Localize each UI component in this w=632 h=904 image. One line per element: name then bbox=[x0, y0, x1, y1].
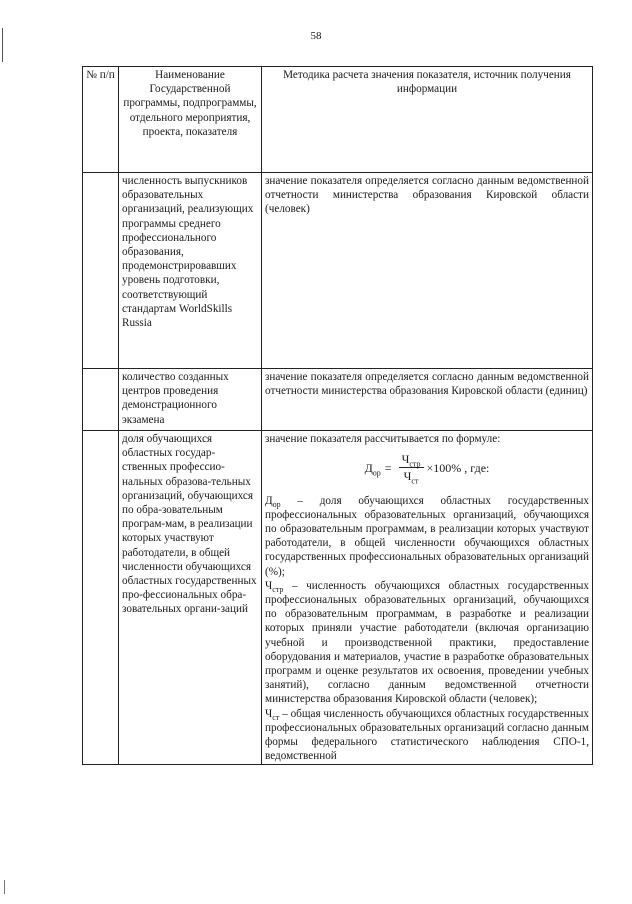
table-row bbox=[83, 369, 593, 431]
variable-definition: $Ч_{стр}$ – численность обучающихся областных государственных профессиональных образовательных организаций, обучающихся по образовательным программам, в разработке и реализации которых приняли участие работодатели (включая организацию учебной и производственной практики, предоставление оборудования и материалов, участие в разработке образовательных программ и оценке результатов их освоения, проведении учебных занятий), согласно данным ведомственной отчетности министерства образования Кировской области (человек); bbox=[265, 579, 589, 706]
scan-margin-mark-bottom bbox=[4, 880, 5, 894]
indicator-methodology-table bbox=[82, 66, 593, 765]
indicator-method bbox=[262, 431, 593, 765]
variable-definition: $Ч_{ст}$ – общая численность обучающихся областных государственных профессиональных образовательных организаций согласно данным формы федерального статистического наблюдения СПО-1, ведомственной bbox=[265, 707, 589, 763]
row-number bbox=[83, 369, 119, 431]
header-method: Методика расчета значения показателя, источник получения информации bbox=[262, 67, 593, 173]
indicator-name: количество созданных центров проведения демонстрационного экзамена bbox=[119, 369, 262, 431]
formula-equals: = bbox=[384, 460, 392, 475]
variable-definition: $Д_{ор}$ – доля обучающихся областных государственных профессиональных образовательных организаций, обучающихся по образовательным программам, в реализации которых участвуют работодатели, в общей численности обучающихся областных государственных профессиональных образовательных организаций (%); bbox=[265, 494, 589, 578]
formula-lhs: $Д_{ор}$ bbox=[364, 460, 381, 478]
indicator-name: доля обучающихся областных государ-ственных профессио-нальных образова-тельных организаций, обучающихся по обра-зовательным програм-мам, в реализации которых участвуют работодатели, в общей численности обучающихся областных государственных про-фессиональных обра-зовательных органи-заций bbox=[119, 431, 262, 765]
formula-intro: значение показателя рассчитывается по формуле: bbox=[265, 433, 501, 445]
table-row bbox=[83, 431, 593, 765]
formula-fraction bbox=[399, 452, 424, 486]
formula-tail: ×100% , где: bbox=[426, 460, 490, 475]
formula bbox=[265, 452, 589, 486]
indicator-method: значение показателя определяется согласно данным ведомственной отчетности министерства образования Кировской области (человек) bbox=[262, 173, 593, 369]
row-number bbox=[83, 431, 119, 765]
row-number bbox=[83, 173, 119, 369]
formula-denominator: $Ч_{ст}$ bbox=[403, 469, 419, 486]
formula-numerator: $Ч_{стр}$ bbox=[399, 452, 424, 468]
header-number: № п/п bbox=[83, 67, 119, 173]
page-number: 58 bbox=[310, 30, 322, 42]
indicator-method: значение показателя определяется согласно данным ведомственной отчетности министерства образования Кировской области (единиц) bbox=[262, 369, 593, 431]
indicator-name: численность выпускников образовательных организаций, реализующих программы среднего профессионального образования, продемонстрировавших уровень подготовки, соответствующий стандартам WorldSkills Russia bbox=[119, 173, 262, 369]
table-row bbox=[83, 173, 593, 369]
scan-margin-mark bbox=[2, 28, 3, 62]
table-header-row bbox=[83, 67, 593, 173]
header-name: Наименование Государственной программы, подпрограммы, отдельного мероприятия, проекта, показателя bbox=[119, 67, 262, 173]
